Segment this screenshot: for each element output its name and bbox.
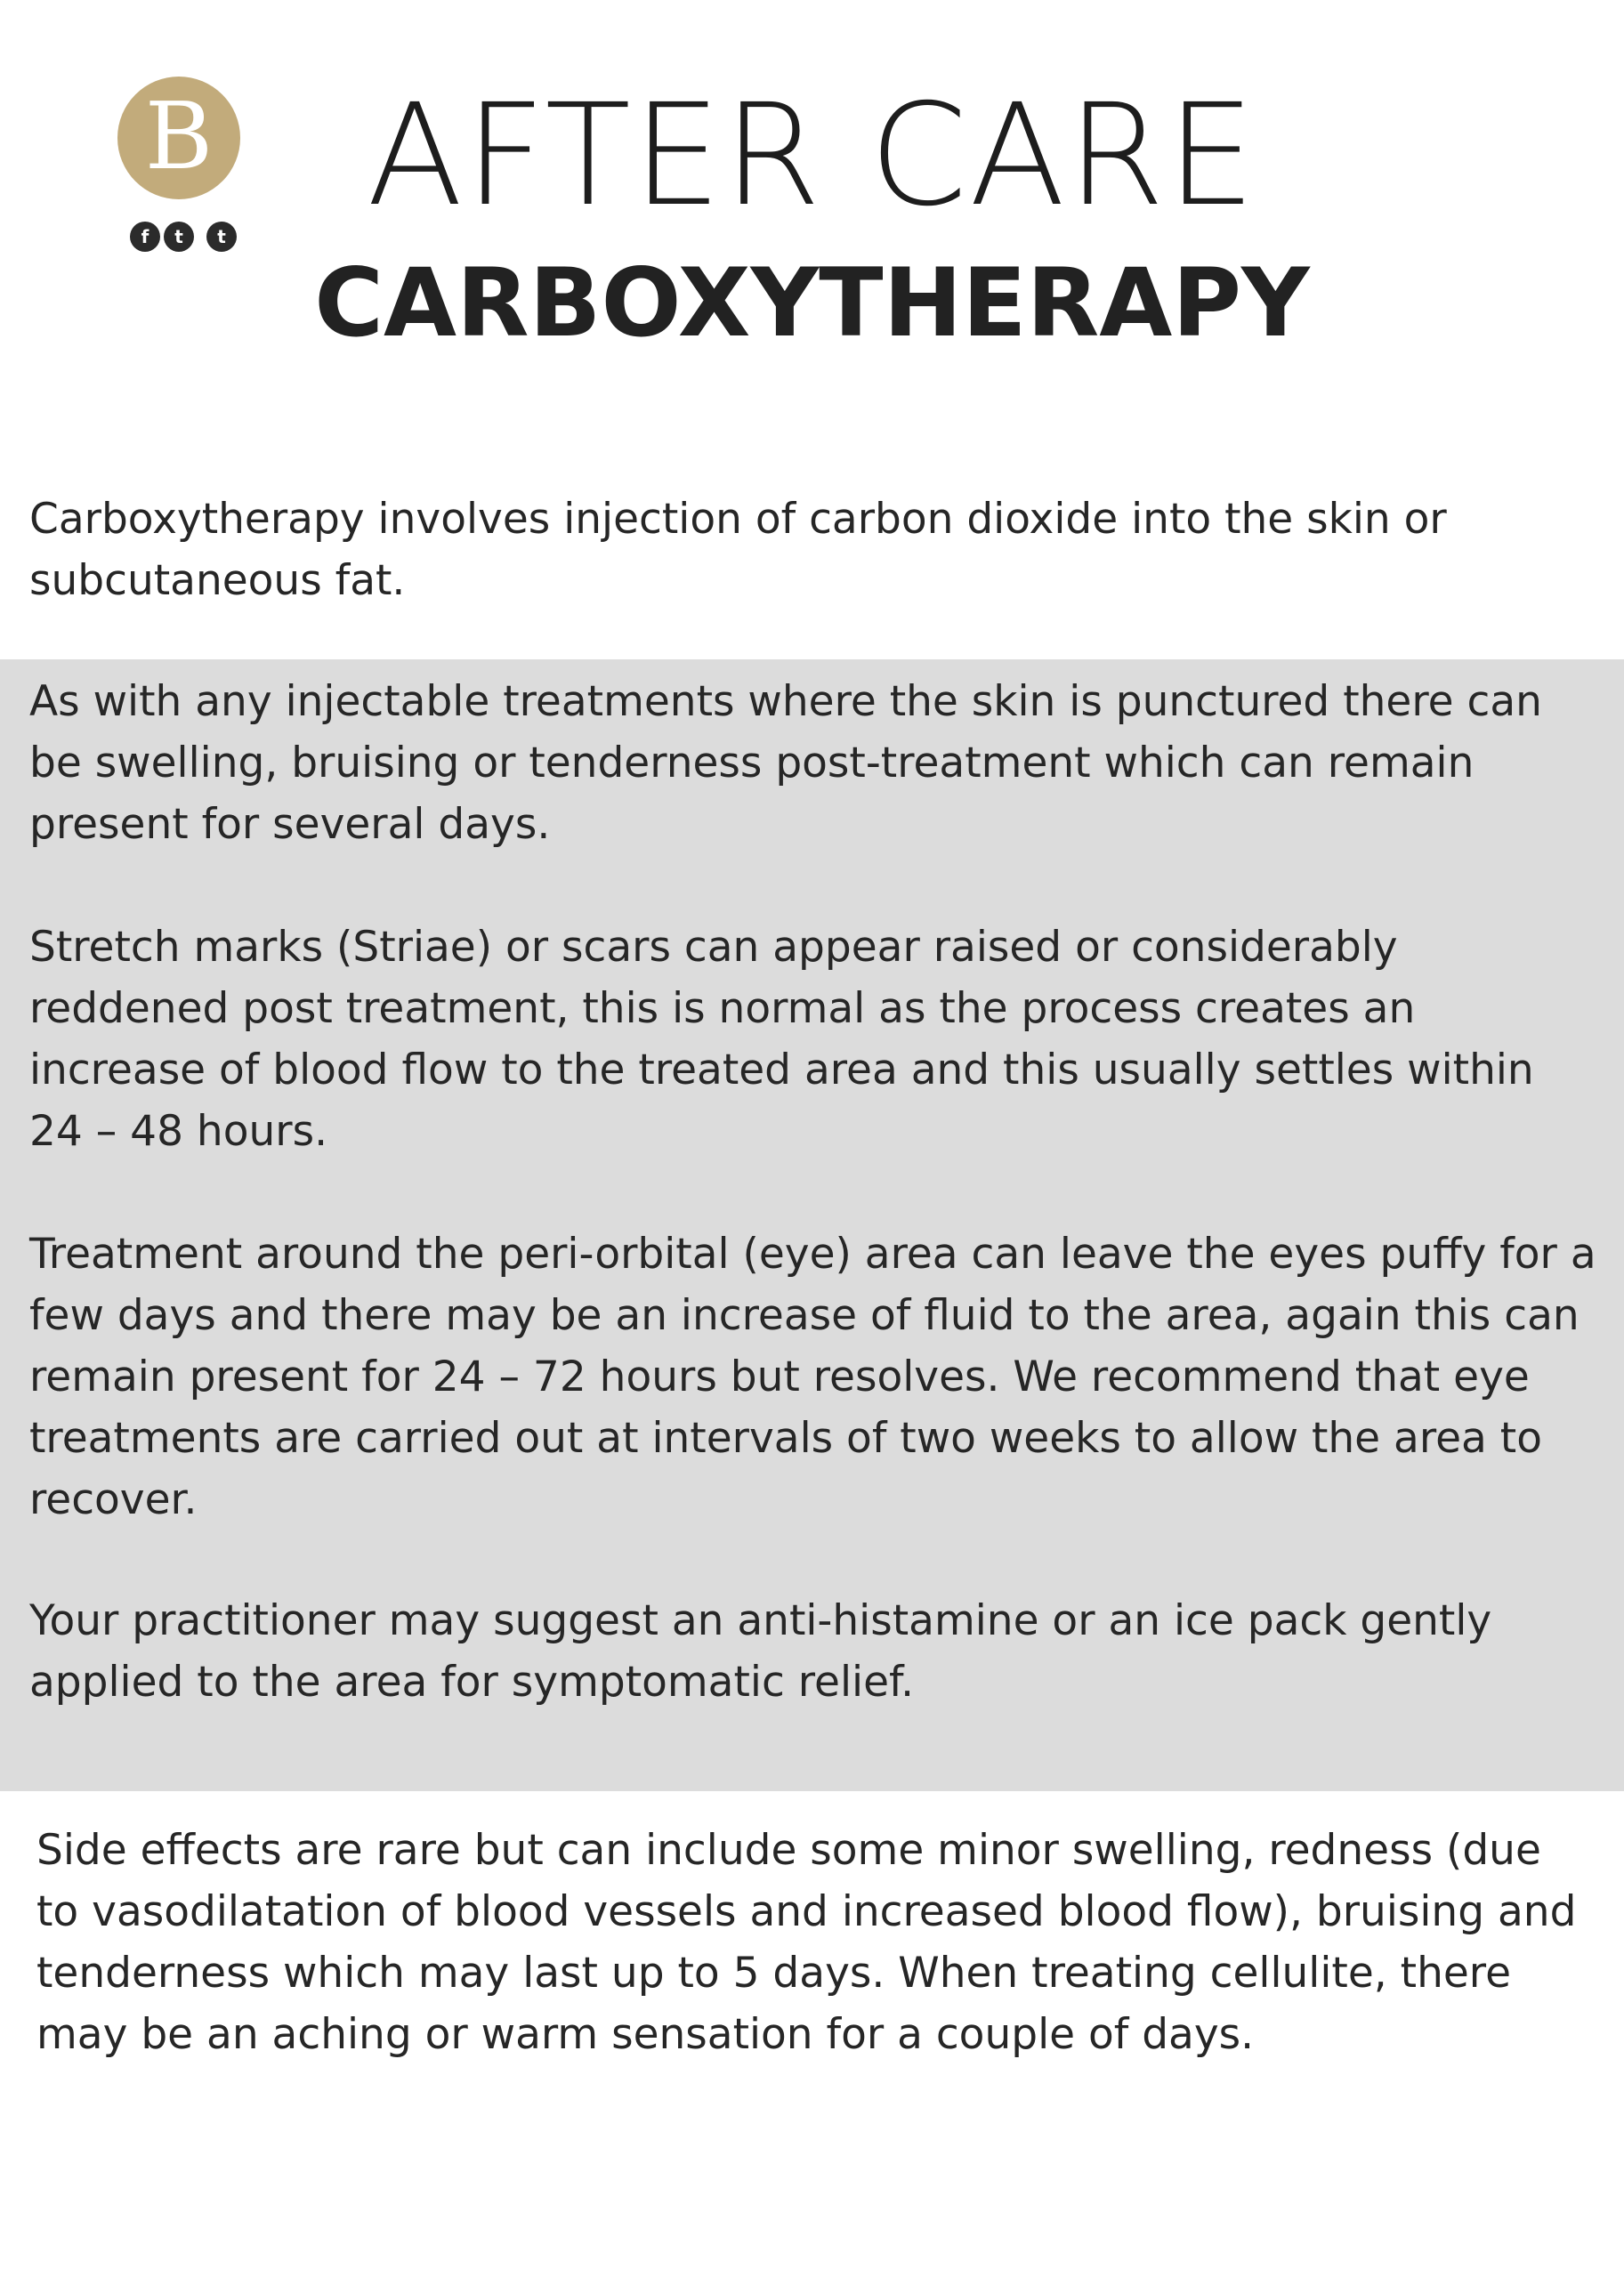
title-after-care: AFTER CARE bbox=[367, 74, 1257, 238]
logo-letter: B bbox=[144, 82, 214, 190]
twitter-icon[interactable]: t bbox=[164, 222, 194, 252]
intro-paragraph: Carboxytherapy involves injection of carbon dioxide into the skin or subcutaneous fat. bbox=[29, 495, 1447, 605]
grey-paragraph-relief: Your practitioner may suggest an anti-histamine or an ice pack gently applied to the area for symptomatic relief. bbox=[29, 1596, 1492, 1707]
facebook-icon[interactable]: f bbox=[130, 222, 160, 252]
social-icons bbox=[130, 222, 237, 252]
grey-paragraph-peri-orbital: Treatment around the peri-orbital (eye) area can leave the eyes puffy for a few days and there may be an increase of fluid to the area, again this can remain present for 24 – 72 hours but resolves. We recommend that eye treatments are carried out at intervals of two weeks to allow the area to recover. bbox=[29, 1230, 1596, 1524]
title-carboxytherapy: CARBOXYTHERAPY bbox=[314, 248, 1310, 358]
side-effects-paragraph: Side effects are rare but can include some minor swelling, redness (due to vasodilatation of blood vessels and increased blood flow), bruising and tenderness which may last up to 5 days. When treating cellulite, there may be an aching or warm sensation for a couple of days. bbox=[36, 1826, 1577, 2059]
grey-paragraph-injectables: As with any injectable treatments where the skin is punctured there can be swelling, bruising or tenderness post-treatment which can remain present for several days. bbox=[29, 677, 1542, 849]
grey-paragraph-stretch-marks: Stretch marks (Striae) or scars can appear raised or considerably reddened post treatment, this is normal as the process creates an increase of blood flow to the treated area and this usually settles within 24 – 48 hours. bbox=[29, 923, 1534, 1156]
tumblr-icon[interactable]: t bbox=[206, 222, 237, 252]
